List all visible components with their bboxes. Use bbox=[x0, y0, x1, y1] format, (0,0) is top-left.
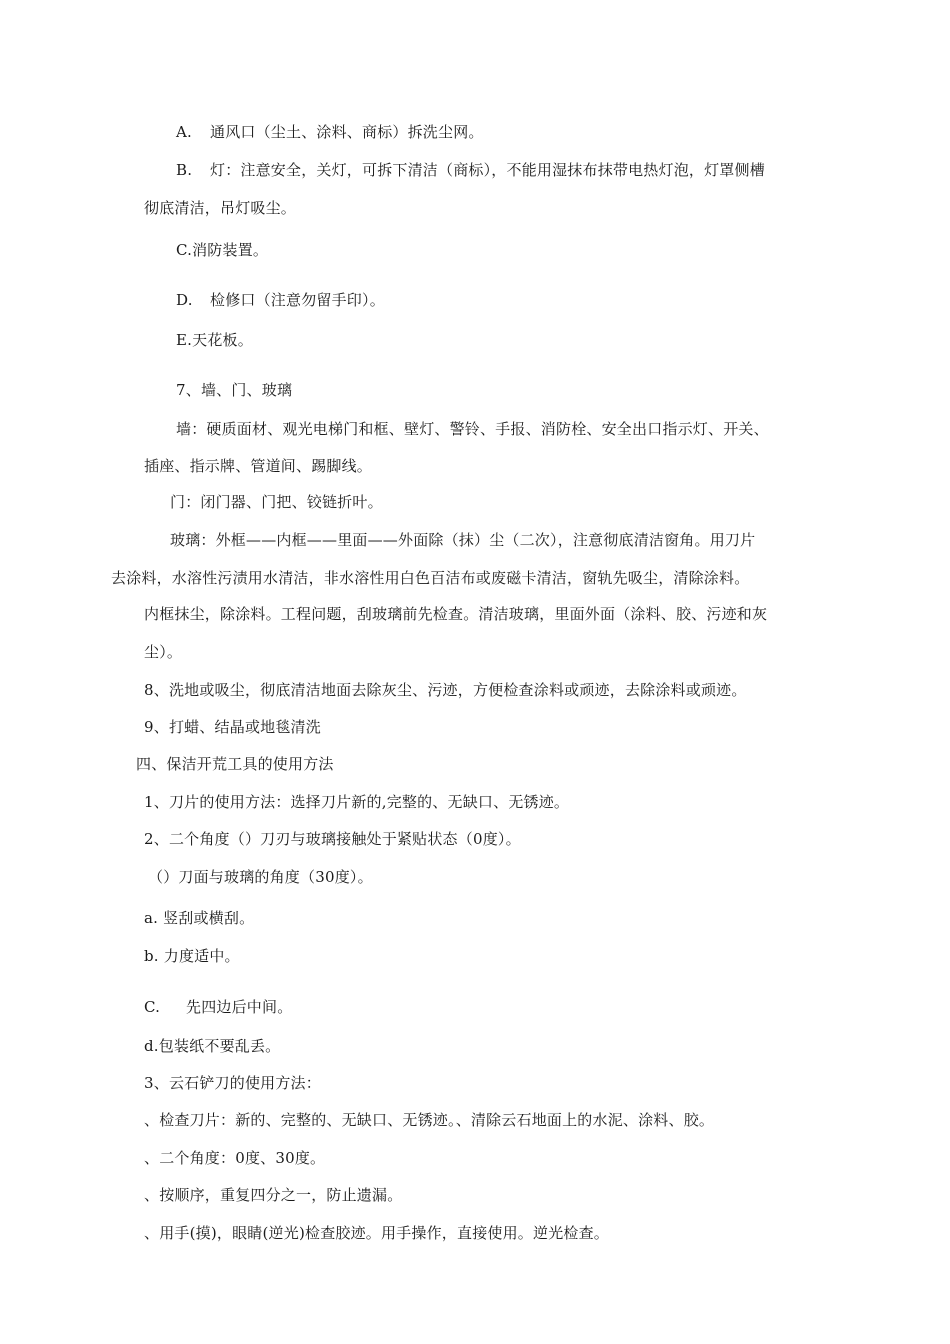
section-heading-7 bbox=[176, 380, 292, 400]
text-line-wall bbox=[176, 419, 769, 439]
text-line-glass-cont-2 bbox=[144, 604, 767, 624]
line-text: 1、刀片的使用方法：选择刀片新的,完整的、无缺口、无锈迹。 bbox=[144, 793, 570, 811]
text-line-glass-cont-3 bbox=[144, 642, 182, 662]
line-text: b. 力度适中。 bbox=[144, 947, 240, 965]
text-line-lamp-cont bbox=[144, 198, 296, 218]
line-text: 彻底清洁，吊灯吸尘。 bbox=[144, 199, 297, 217]
line-text: 8、洗地或吸尘，彻底清洁地面去除灰尘、污迹，方便检查涂料或顽迹，去除涂料或顽迹。 bbox=[144, 681, 747, 699]
text-line-check-blade bbox=[144, 1110, 714, 1130]
text-line-item-d bbox=[144, 1036, 280, 1056]
line-text: 尘）。 bbox=[144, 643, 183, 661]
line-text: 去涂料，水溶性污渍用水清洁，非水溶性用白色百洁布或废磁卡清洁，窗轨先吸尘，清除涂料。 bbox=[111, 569, 750, 587]
section-heading-8 bbox=[144, 680, 747, 700]
text-line-hand-check bbox=[144, 1223, 609, 1243]
line-text: 玻璃：外框——内框——里面——外面除（抹）尘（二次），注意彻底清洁窗角。用刀片 bbox=[170, 531, 756, 549]
line-text: a. 竖刮或横刮。 bbox=[144, 909, 255, 927]
line-text: 9、打蜡、结晶或地毯清洗 bbox=[144, 718, 321, 736]
text-line-blade-angle bbox=[148, 867, 373, 887]
line-text: 、检查刀片：新的、完整的、无缺口、无锈迹。、清除云石地面上的水泥、涂料、胶。 bbox=[144, 1111, 715, 1129]
line-text: 先四边后中间。 bbox=[186, 998, 293, 1016]
text-line-item-c bbox=[144, 997, 292, 1017]
section-heading-9 bbox=[144, 717, 321, 737]
line-text: （）刀面与玻璃的角度（30度）。 bbox=[148, 868, 373, 886]
text-line-stone-scraper bbox=[144, 1073, 321, 1093]
line-text: E.天花板。 bbox=[176, 331, 253, 349]
line-text: 通风口（尘土、涂料、商标）拆洗尘网。 bbox=[210, 123, 484, 141]
text-line-ceiling bbox=[176, 330, 253, 350]
list-label: B. bbox=[176, 161, 193, 179]
list-label: A. bbox=[176, 123, 193, 141]
line-text: 灯：注意安全，关灯，可拆下清洁（商标），不能用湿抹布抹带电热灯泡，灯罩侧槽 bbox=[210, 161, 765, 179]
line-text: 四、保洁开荒工具的使用方法 bbox=[136, 755, 334, 773]
text-line-access bbox=[176, 290, 385, 310]
text-line-item-a bbox=[144, 908, 254, 928]
text-line-wall-cont bbox=[144, 456, 372, 476]
line-text: 、二个角度：0度、30度。 bbox=[144, 1149, 326, 1167]
text-line-two-angles bbox=[144, 829, 521, 849]
text-line-order bbox=[144, 1185, 402, 1205]
line-text: 墙：硬质面材、观光电梯门和框、壁灯、警铃、手报、消防栓、安全出口指示灯、开关、 bbox=[176, 420, 769, 438]
line-text: 、用手(摸)，眼睛(逆光)检查胶迹。用手操作，直接使用。逆光检查。 bbox=[144, 1224, 610, 1242]
text-line-fire bbox=[176, 240, 268, 260]
list-label: C. bbox=[144, 998, 161, 1016]
text-line-lamp bbox=[176, 160, 765, 180]
text-line-glass-cont-1 bbox=[111, 568, 749, 588]
line-text: 、按顺序，重复四分之一，防止遗漏。 bbox=[144, 1186, 403, 1204]
line-text: C.消防装置。 bbox=[176, 241, 269, 259]
list-label: D. bbox=[176, 291, 193, 309]
text-line-item-b bbox=[144, 946, 240, 966]
line-text: 2、二个角度（）刀刃与玻璃接触处于紧贴状态（0度）。 bbox=[144, 830, 521, 848]
line-text: 3、云石铲刀的使用方法： bbox=[144, 1074, 321, 1092]
text-line-blade-usage bbox=[144, 792, 569, 812]
line-text: 门：闭门器、门把、铰链折叶。 bbox=[170, 493, 383, 511]
line-text: 7、墙、门、玻璃 bbox=[176, 381, 293, 399]
text-line-glass bbox=[170, 530, 755, 550]
section-heading-4 bbox=[136, 754, 334, 774]
text-line-angles bbox=[144, 1148, 325, 1168]
line-text: d.包装纸不要乱丢。 bbox=[144, 1037, 281, 1055]
line-text: 插座、指示牌、管道间、踢脚线。 bbox=[144, 457, 373, 475]
line-text: 检修口（注意勿留手印）。 bbox=[210, 291, 385, 309]
text-line-vent bbox=[176, 122, 484, 142]
line-text: 内框抹尘，除涂料。工程问题，刮玻璃前先检查。清洁玻璃，里面外面（涂料、胶、污迹和灰 bbox=[144, 605, 768, 623]
text-line-door bbox=[170, 492, 383, 512]
